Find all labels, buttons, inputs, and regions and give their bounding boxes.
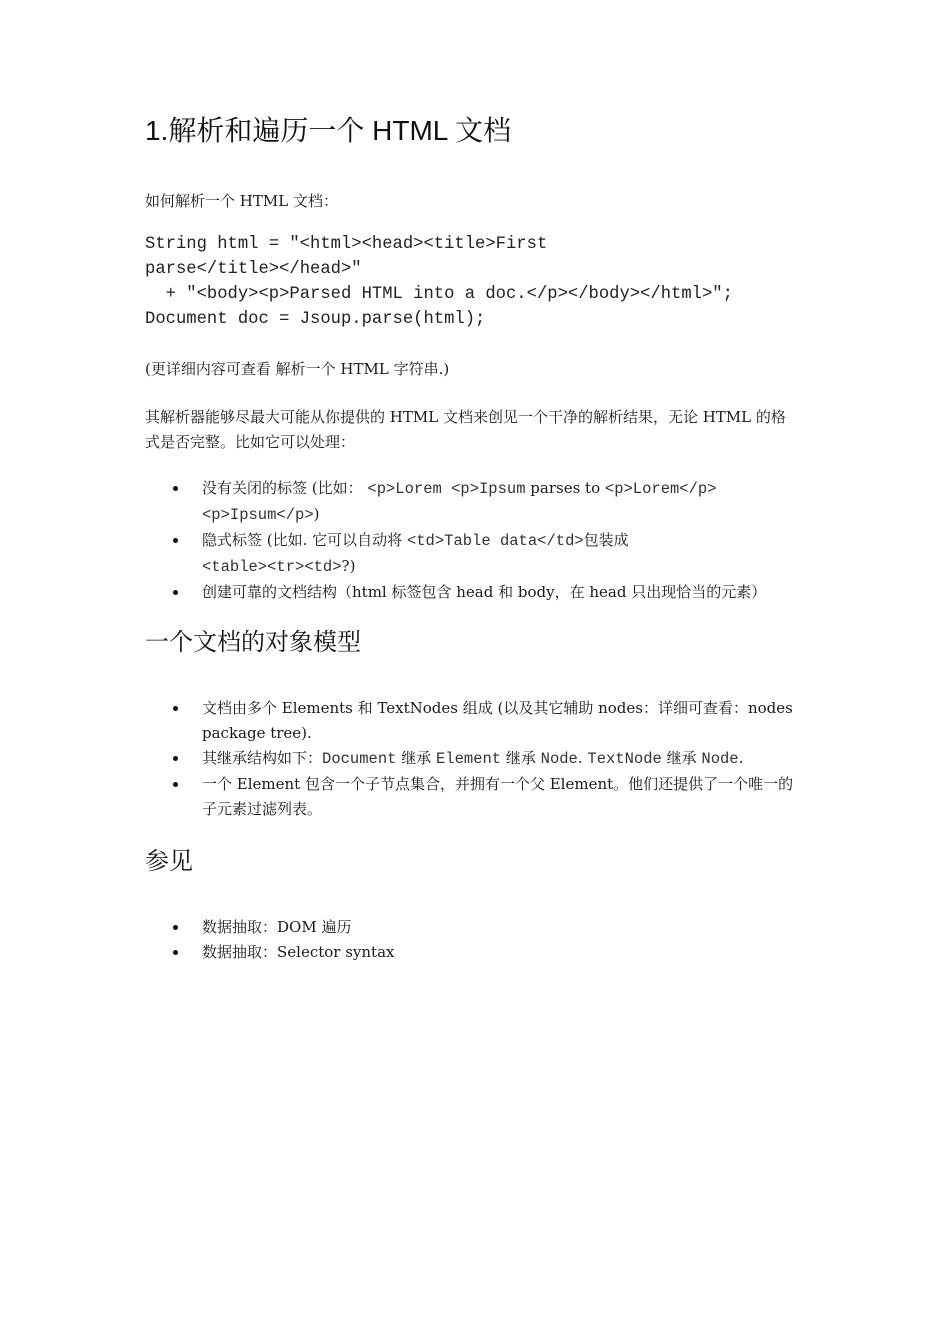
- item-text: 包装成: [583, 531, 629, 549]
- bullet-icon: [173, 782, 178, 787]
- intro-text: 如何解析一个 HTML 文档：: [145, 192, 338, 210]
- item-text: parses to: [525, 479, 605, 497]
- inline-code: <table><tr><td>: [202, 558, 342, 576]
- item-text: 子元素过滤列表。: [202, 800, 323, 818]
- item-text: .: [577, 749, 588, 767]
- see-also-link[interactable]: 数据抽取：Selector syntax: [202, 943, 395, 961]
- item-text: package tree).: [202, 724, 312, 742]
- description-paragraph: [145, 405, 810, 455]
- dom-list: [145, 696, 815, 822]
- inline-code: Document: [322, 750, 397, 768]
- list-item[interactable]: [145, 915, 815, 940]
- bullet-icon: [173, 756, 178, 761]
- list-item[interactable]: [145, 940, 815, 965]
- description-line: 式是否完整。比如它可以处理：: [145, 433, 356, 451]
- item-text: 继承: [661, 749, 702, 767]
- section-heading-see-also: 参见: [145, 847, 193, 875]
- item-text: 没有关闭的标签 (比如：: [202, 479, 368, 497]
- inline-code: Node: [540, 750, 578, 768]
- code-line: String html = "<html><head><title>First: [145, 235, 548, 254]
- item-text: ?): [341, 557, 356, 575]
- inline-code: <td>Table data</td>: [406, 532, 584, 550]
- item-text: 继承: [501, 749, 541, 767]
- item-text: 一个 Element 包含一个子节点集合，并拥有一个父 Element。他们还提供了一个唯一的: [202, 775, 794, 793]
- section-heading-dom: 一个文档的对象模型: [145, 628, 361, 656]
- page-title: 1.解析和遍历一个 HTML 文档: [145, 115, 512, 146]
- list-item: [145, 476, 815, 528]
- inline-code: Node: [701, 750, 739, 768]
- item-text: .: [738, 749, 744, 767]
- bullet-icon: [173, 486, 178, 491]
- code-line: Document doc = Jsoup.parse(html);: [145, 310, 486, 329]
- list-item: [145, 746, 815, 772]
- code-line: parse</title></head>": [145, 260, 362, 279]
- see-also-link[interactable]: 数据抽取：DOM 遍历: [202, 918, 352, 936]
- item-text: 文档由多个 Elements 和 TextNodes 组成 (以及其它辅助 nodes：详细可查看：nodes: [202, 699, 793, 717]
- description-line: 其解析器能够尽最大可能从你提供的 HTML 文档来创见一个干净的解析结果，无论 HTML 的格: [145, 408, 786, 426]
- inline-code: <p>Lorem</p>: [604, 480, 717, 498]
- item-text: 创建可靠的文档结构（html 标签包含 head 和 body，在 head 只出现恰当的元素）: [202, 583, 767, 601]
- see-also-list: [145, 915, 815, 965]
- inline-code: TextNode: [587, 750, 662, 768]
- inline-code: <p>Lorem <p>Ipsum: [367, 480, 526, 498]
- bullet-icon: [173, 538, 178, 543]
- list-item: [145, 528, 815, 580]
- item-text: 继承: [396, 749, 436, 767]
- code-line: + "<body><p>Parsed HTML into a doc.</p></body></html>";: [145, 285, 733, 304]
- list-item: [145, 580, 815, 605]
- bullet-icon: [173, 706, 178, 711]
- inline-code: Element: [435, 750, 502, 768]
- code-block: [145, 232, 733, 332]
- list-item: [145, 696, 815, 746]
- item-text: ): [313, 505, 320, 523]
- bullet-icon: [173, 950, 178, 955]
- note-text: (更详细内容可查看 解析一个 HTML 字符串.): [145, 360, 450, 378]
- list-item: [145, 772, 815, 822]
- bullet-icon: [173, 925, 178, 930]
- bullet-icon: [173, 590, 178, 595]
- feature-list: [145, 476, 815, 605]
- item-text: 其继承结构如下：: [202, 749, 323, 767]
- item-text: 隐式标签 (比如. 它可以自动将: [202, 531, 407, 549]
- inline-code: <p>Ipsum</p>: [202, 506, 314, 524]
